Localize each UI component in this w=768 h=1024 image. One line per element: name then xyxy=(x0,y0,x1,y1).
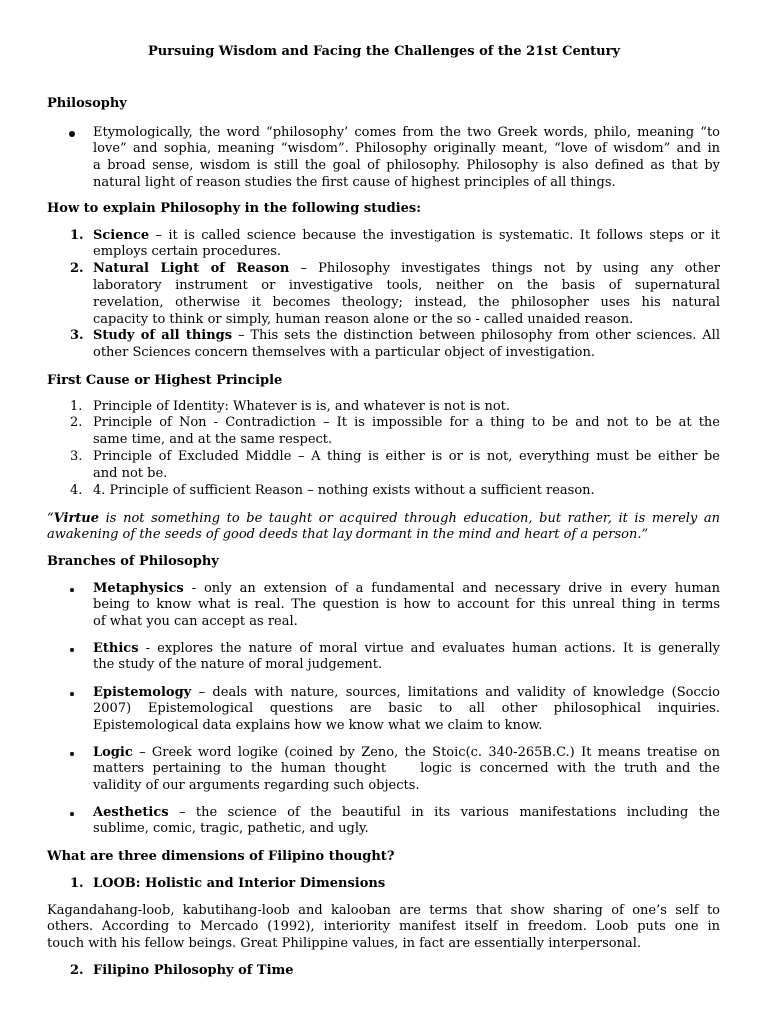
term-logic: Logic xyxy=(93,744,133,760)
text-line: touch with his fellow beings. Great Philippine values, in fact are essentially interpersonal. xyxy=(47,936,641,952)
list-number: 1. xyxy=(70,398,83,414)
list-number: 2. xyxy=(70,415,83,431)
list-item xyxy=(70,962,720,980)
text-line: awakening of the seeds of good deeds that lay dormant in the mind and heart of a person.” xyxy=(47,527,649,543)
list-item-principle-non-contradiction xyxy=(70,415,720,449)
branch-aesthetics xyxy=(93,805,720,839)
term-description: – deals with nature, sources, limitations and validity of knowledge (Soccio xyxy=(198,684,720,700)
list-item-principle-sufficient-reason xyxy=(70,482,720,500)
list-number: 2. xyxy=(70,962,84,978)
text-line xyxy=(93,761,720,778)
branch-ethics xyxy=(93,641,720,675)
term-description: – Greek word logike (coined by Zeno, the Stoic(c. 340-265B.C.) It means treatise on xyxy=(139,744,720,760)
list-number: 3. xyxy=(70,328,84,344)
text-line: validity of our arguments regarding such objects. xyxy=(93,778,420,794)
text-line: same time, and at the same respect. xyxy=(93,432,333,448)
text-line xyxy=(47,511,720,528)
list-item-principle-excluded-middle xyxy=(70,448,720,483)
philosophy-bullet-list xyxy=(93,125,720,192)
term-description: – it is called science because the investigation is systematic. It follows steps or it xyxy=(155,227,720,243)
term-epistemology: Epistemology xyxy=(93,684,192,700)
text-line: love” and sophia, meaning “wisdom”. Philosophy originally meant, “love of wisdom” and in xyxy=(93,141,720,157)
quote-open-mark: “ xyxy=(47,510,54,526)
term-science: Science xyxy=(93,227,150,243)
text-line: others. According to Mercado (1992), interiority manifest itself in freedom. Loob puts one in xyxy=(47,919,720,935)
text-line: natural light of reason studies the first cause of highest principles of all things. xyxy=(93,174,616,190)
text-line: Principle of Non - Contradiction – It is impossible for a thing to be and not to be at the xyxy=(93,415,720,431)
list-number: 2. xyxy=(70,261,84,277)
text-line: sublime, comic, tragic, pathetic, and ugly. xyxy=(93,821,369,837)
list-item-study-of-all-things xyxy=(70,328,720,362)
term-description: - explores the nature of moral virtue and evaluates human actions. It is generally xyxy=(145,640,720,656)
text-line: employs certain procedures. xyxy=(93,244,282,260)
principles-list xyxy=(70,398,720,500)
section-heading-first-cause: First Cause or Highest Principle xyxy=(47,372,283,388)
list-item-principle-identity xyxy=(70,398,720,416)
text-line xyxy=(93,745,720,762)
text-line: Etymologically, the word “philosophy’ comes from the two Greek words, philo, meaning “to xyxy=(93,124,720,140)
list-item xyxy=(93,125,720,192)
list-item-natural-light-of-reason xyxy=(70,261,721,328)
term-description: - only an extension of a fundamental and necessary drive in every human xyxy=(191,580,720,596)
text-line: of what you can accept as real. xyxy=(93,614,298,630)
term-description: – the science of the beautiful in its various manifestations including the xyxy=(179,804,720,820)
text-line: capacity to think or simply, human reason alone or the so - called unaided reason. xyxy=(93,311,634,327)
text-line: the study of the nature of moral judgement. xyxy=(93,657,383,673)
term-description: – This sets the distinction between philosophy from other sciences. All xyxy=(237,328,720,344)
list-item xyxy=(93,745,720,795)
text-line: Principle of Excluded Middle – A thing is either is or is not, everything must be either be xyxy=(93,448,720,464)
text-line: Principle of Identity: Whatever is is, and whatever is not is not. xyxy=(93,398,510,414)
section-heading-branches: Branches of Philosophy xyxy=(47,553,219,569)
quote-text: is not something to be taught or acquired through education, but rather, it is merely an xyxy=(105,510,720,526)
text-line xyxy=(93,328,720,345)
list-item xyxy=(93,641,720,675)
virtue-quote xyxy=(47,511,720,545)
list-item xyxy=(93,805,720,839)
list-number: 1. xyxy=(70,875,84,891)
branch-metaphysics xyxy=(93,581,720,631)
term-study-of-all-things: Study of all things xyxy=(93,328,233,344)
list-number: 3. xyxy=(70,448,83,464)
list-item xyxy=(70,875,720,893)
text-line xyxy=(93,805,720,822)
subheading-loob xyxy=(70,875,720,893)
term-metaphysics: Metaphysics xyxy=(93,580,184,596)
section-heading-dimensions: What are three dimensions of Filipino thought? xyxy=(47,848,395,864)
subheading-time xyxy=(70,962,720,980)
text-line xyxy=(93,261,720,278)
bullet-icon xyxy=(70,588,74,592)
quote-term: Virtue xyxy=(53,510,100,526)
section-heading-philosophy: Philosophy xyxy=(47,95,127,111)
text-line: 4. Principle of sufficient Reason – nothing exists without a sufficient reason. xyxy=(93,482,595,498)
studies-list xyxy=(70,227,721,362)
bullet-icon xyxy=(70,752,74,756)
term-ethics: Ethics xyxy=(93,640,139,656)
bullet-icon xyxy=(69,131,75,137)
loob-paragraph xyxy=(47,903,720,953)
bullet-icon xyxy=(70,648,74,652)
text-line xyxy=(93,228,720,245)
text-line: a broad sense, wisdom is still the goal of philosophy. Philosophy is also defined as that by xyxy=(93,158,720,174)
term-natural-light-of-reason: Natural Light of Reason xyxy=(93,261,290,277)
text-line: 2007) Epistemological questions are basic to all other philosophical inquiries. xyxy=(93,701,720,717)
text-segment: matters pertaining to the human thought xyxy=(93,761,387,777)
list-item xyxy=(93,581,720,631)
text-line: laboratory instrument or investigative tools, neither on the basis of supernatural xyxy=(93,277,720,293)
term-aesthetics: Aesthetics xyxy=(93,804,169,820)
branch-logic xyxy=(93,745,720,795)
list-item xyxy=(93,685,720,735)
branch-epistemology xyxy=(93,685,720,735)
bullet-icon xyxy=(70,812,74,816)
list-number: 1. xyxy=(70,227,84,243)
list-number: 4. xyxy=(70,482,83,498)
text-line xyxy=(93,685,720,702)
list-item-science xyxy=(70,227,720,262)
bullet-icon xyxy=(70,692,74,696)
text-line: being to know what is real. The question is how to account for this unreal thing in terms xyxy=(93,597,720,613)
subheading-title: LOOB: Holistic and Interior Dimensions xyxy=(93,875,386,891)
text-line: Epistemological data explains how we know what we claim to know. xyxy=(93,718,543,734)
subheading-title: Filipino Philosophy of Time xyxy=(93,962,294,978)
text-line xyxy=(93,641,720,658)
document-title: Pursuing Wisdom and Facing the Challenges of the 21st Century xyxy=(147,44,621,59)
section-heading-studies: How to explain Philosophy in the following studies: xyxy=(47,200,422,216)
text-line: revelation, otherwise it becomes theology; instead, the philosopher uses his natural xyxy=(93,294,720,310)
text-line: and not be. xyxy=(93,465,168,481)
text-line: Kagandahang-loob, kabutihang-loob and kalooban are terms that show sharing of one’s self to xyxy=(47,902,720,918)
term-description: – Philosophy investigates things not by using any other xyxy=(300,261,721,277)
text-line xyxy=(93,581,720,598)
text-segment: logic is concerned with the truth and the xyxy=(420,761,720,777)
text-line: other Sciences concern themselves with a particular object of investigation. xyxy=(93,345,595,361)
